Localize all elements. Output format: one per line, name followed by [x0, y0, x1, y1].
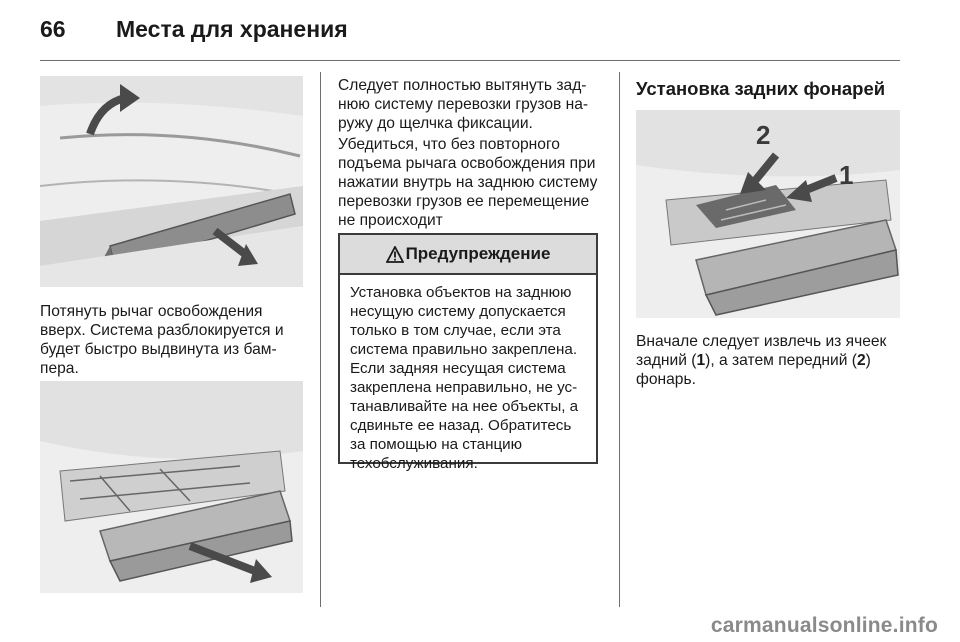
section-title: Установка задних фонарей	[636, 78, 886, 99]
carrier-extended-illustration	[40, 381, 303, 593]
watermark: carmanualsonline.info	[710, 614, 938, 637]
warning-box	[338, 233, 598, 472]
callout-2-label: 2	[756, 120, 771, 150]
header-divider	[40, 60, 900, 61]
lights-text-middle: ), а затем передний (	[705, 352, 857, 369]
warning-header	[340, 235, 596, 275]
warning-triangle-icon	[386, 246, 404, 263]
lights-text-start: Вначале следует извлечь из ячеек задний (	[636, 333, 887, 369]
callout-1-label: 1	[839, 160, 854, 190]
page-number: 66	[40, 16, 66, 42]
lights-ref-2: 2	[856, 352, 866, 369]
extend-carrier-text: Следует полностью вытянуть заднюю систему перевозки грузов наружу до щелчка фиксации.	[338, 77, 589, 132]
column-divider-right	[619, 72, 620, 607]
warning-text: Установка объектов на заднюю несущую систему допускается только в том случае, если эта система правильно закреплена. Если задняя несущая система закреплена неправильно, не устанавливайте на нее объекты, а сдвиньте ее назад. Обратитесь за помощью на станцию техобслуживания.	[350, 284, 579, 472]
bumper-lever-release-illustration	[40, 76, 303, 287]
page-title: Места для хранения	[116, 16, 348, 42]
lever-instruction-text: Потянуть рычаг освобождения вверх. Система разблокируется и будет быстро выдвинута из бампера.	[40, 303, 284, 377]
lights-ref-1: 1	[696, 352, 706, 369]
rear-lights-removal-illustration	[636, 110, 900, 318]
lights-instruction-text	[636, 332, 906, 389]
lights-text-end: ) фонарь.	[636, 352, 871, 388]
column-divider-left	[320, 72, 321, 607]
page-header	[0, 0, 960, 62]
warning-title: Предупреждение	[405, 244, 551, 263]
verify-lock-text: Убедиться, что без повторного подъема рычага освобождения при нажатии внутрь на заднюю систему перевозки грузов ее перемещение не происходит	[338, 136, 598, 229]
